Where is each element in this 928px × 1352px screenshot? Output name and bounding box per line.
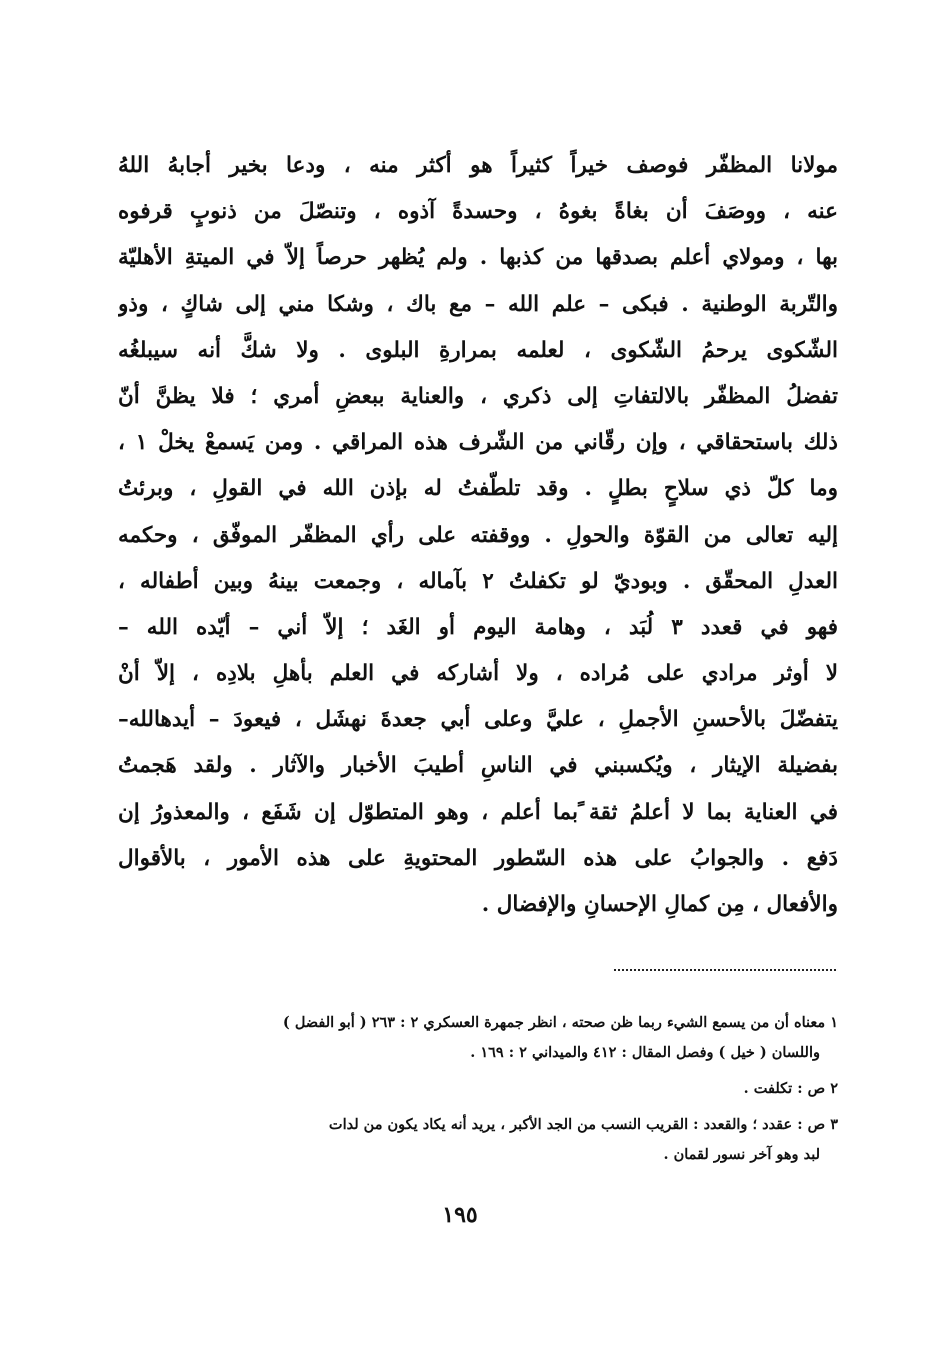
text-line: مولانا المظفّر فوصف خيراً كثيراً هو أكثر منه ، ودعا بخير أجابهُ اللهُ xyxy=(118,153,838,178)
text-line: تفضلُ المظفّر بالالتفاتِ إلى ذكري ، والعناية ببعضِ أمري ؛ فلا يظنَّ أنّ xyxy=(118,383,838,409)
text-line: وما كلّ ذي سلاحٍ بطلٍ . وقد تلطّفتُ له بإذن الله في القولِ ، وبرئتُ xyxy=(118,476,838,502)
text-line: لا أوثر مرادي على مُراده ، ولا أشاركه في العلم بأهلِ بلادِه ، إلاّ أنْ xyxy=(118,661,838,687)
footnote-3-line-2: لبد وهو آخر نسور لقمان . xyxy=(663,1146,820,1163)
footnotes-block xyxy=(124,1008,838,1170)
text-line: دَفع . والجوابُ على هذه السّطور المحتويةِ على هذه الأمور ، بالأقوال xyxy=(118,845,838,871)
text-line: يتفضّلَ بالأحسنِ الأجملِ ، عليَّ وعلى أبي جعدةَ نهشَل ، فيعودَ – أيدهالله– xyxy=(118,707,838,733)
text-line: فهو في قعدد ٣ لُبَد ، وهامة اليوم أو الغَد ؛ إلاّ أني – أيّده الله – xyxy=(118,614,838,640)
text-line: في العناية بما لا أعلمُ ثقة ًبما أعلم ، وهو المتطوّل إن شَفَع ، والمعذورُ إن xyxy=(118,799,838,825)
footnote-2-line-1: ٢ ص : تكلفت . xyxy=(743,1080,838,1097)
page-number: ١٩٥ xyxy=(442,1202,478,1228)
text-line: والأفعال ، مِن كمالِ الإحسانِ والإفضال . xyxy=(481,892,838,917)
text-line: العدلِ المحقّق . وبوديّ لو تكفلتُ ٢ بآماله ، وجمعت بينهُ وبين أطفاله ، xyxy=(118,568,838,594)
text-line: بفضيلة الإيثار ، ويُكسبني في الناسِ أطيبَ الأخبار والآثار . ولقد هَجمتُ xyxy=(118,753,838,779)
text-line: والتّربة الوطنية . فبكى – علم الله – مع باك ، وشكا مني إلى شاكٍ ، وذو xyxy=(118,291,838,317)
main-text-block xyxy=(118,143,838,928)
footnote-1-line-2: واللسان ( خيل ) وفصل المقال : ٤١٢ والميداني ٢ : ١٦٩ . xyxy=(470,1044,820,1061)
footnote-divider xyxy=(614,969,836,971)
text-line: بها ، ومولاي أعلم بصدقها من كذبها . ولم يُظهر حرصاً إلاّ في الميتةِ الأهليّة xyxy=(118,245,838,271)
text-line: ذلك باستحقاقي ، وإن رقّاني من الشّرف هذه المراقي . ومن يَسمعْ يخلْ ١ ، xyxy=(118,430,838,456)
text-line: إليه تعالى من القوّة والحولِ . ووقفته على رأي المظفّر الموفّق ، وحكمه xyxy=(118,522,838,548)
text-line: الشّكوى يرحمُ الشّكوى ، لعلمه بمرارةِ البلوى . ولا شكَّ أنه سيبلغُه xyxy=(118,337,838,363)
text-line: عنه ، ووصَفَ أن بغاةً بغوهُ ، وحسدةً آذوه ، وتنصّلَ من ذنوبٍ قرفوه xyxy=(118,199,838,225)
footnote-1-line-1: ١ معناه أن من يسمع الشيء ربما ظن صحته ، انظر جمهرة العسكري ٢ : ٢٦٣ ( أبو الفضل ) xyxy=(282,1014,838,1031)
footnote-3-line-1: ٣ ص : عقدد ؛ والقعدد : القريب النسب من الجد الأكبر ، يريد أنه يكاد يكون من لدات xyxy=(328,1116,838,1133)
